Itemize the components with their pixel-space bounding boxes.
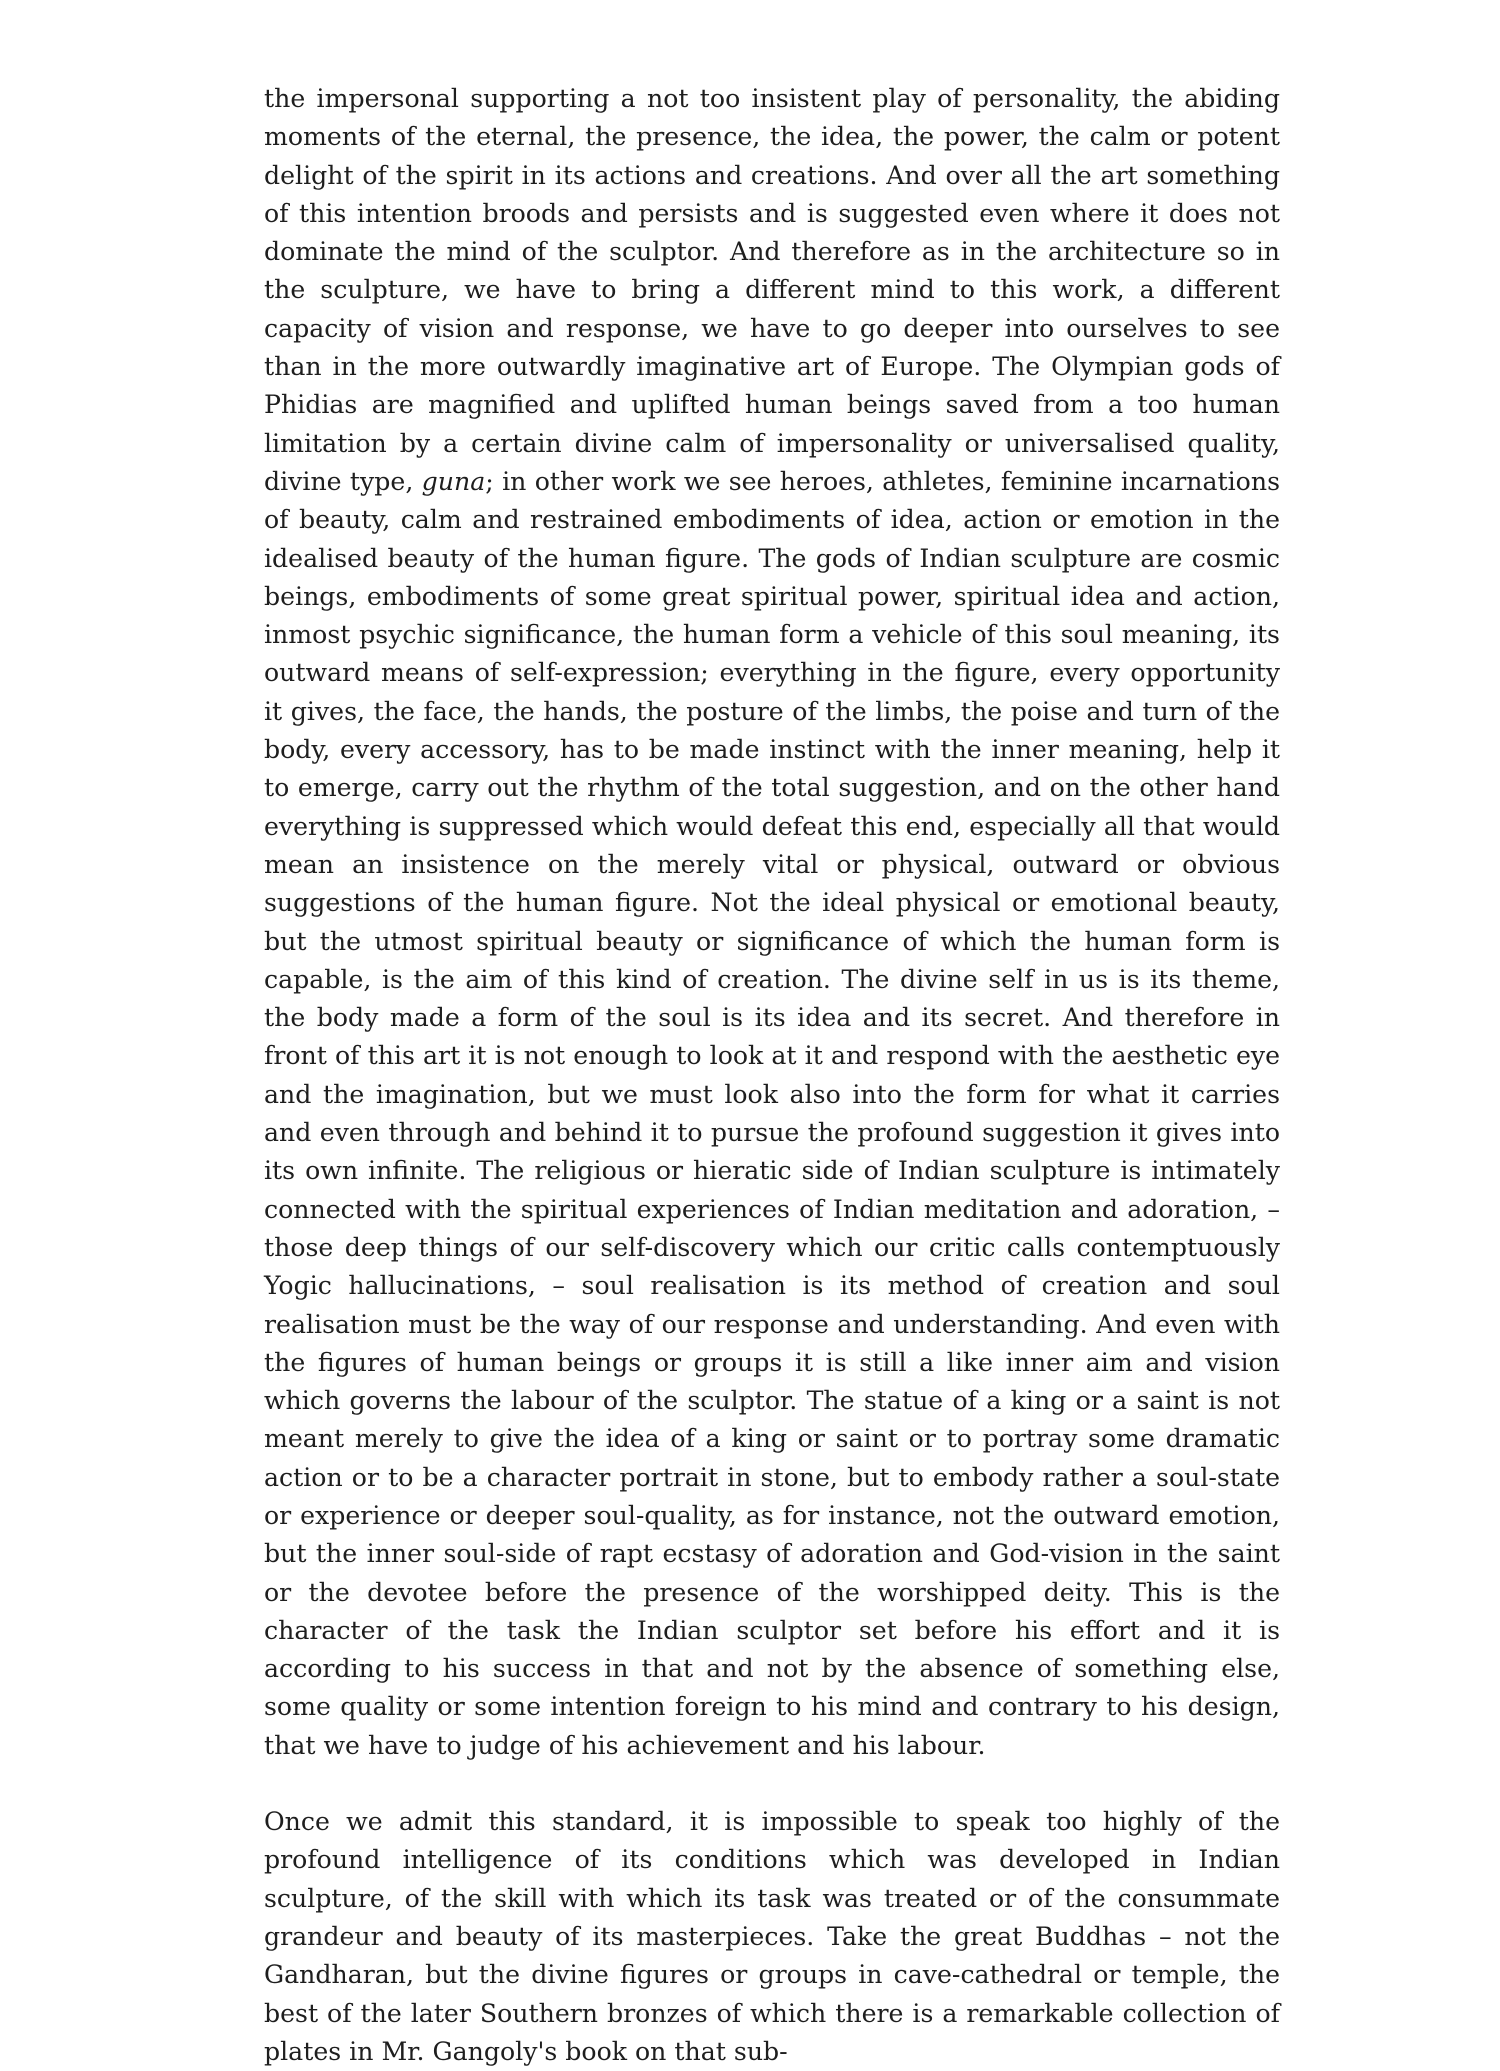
paragraph-1-text-start: the impersonal supporting a not too insistent play of personality, the abiding moments of the eternal, the presence, the idea, the power, the calm or potent delight of the spirit in its actions and creations. And over all the art something of this intention broods and persists and is suggested even where it does not dominate the mind of the sculptor. And therefore as in the architecture so in the sculpture, we have to bring a different mind to this work, a different capacity of vision and response, we have to go deeper into ourselves to see than in the more outwardly imaginative art of Europe. The Olympian gods of Phidias are magnified and uplifted human beings saved from a too human limitation by a certain divine calm of impersonality or universalised quality, divine type,: [264, 84, 1280, 496]
body-paragraph-2: Once we admit this standard, it is impossible to speak too highly of the profound intelligence of its conditions which was developed in Indian sculpture, of the skill with which its task was treated or of the consummate grandeur and beauty of its masterpieces. Take the great Buddhas – not the Gandharan, but the divine figures or groups in cave-cathedral or temple, the best of the later Southern bronzes of which there is a remarkable collection of plates in Mr. Gangoly's book on that sub-: [264, 1807, 1280, 2066]
paragraph-1-text-end: ; in other work we see heroes, athletes, feminine incarnations of beauty, calm and restrained embodiments of idea, action or emotion in the idealised beauty of the human figure. The gods of Indian sculpture are cosmic beings, embodiments of some great spiritual power, spiritual idea and action, inmost psychic significance, the human form a vehicle of this soul meaning, its outward means of self-expression; everything in the figure, every opportunity it gives, the face, the hands, the posture of the limbs, the poise and turn of the body, every accessory, has to be made instinct with the inner meaning, help it to emerge, carry out the rhythm of the total suggestion, and on the other hand everything is suppressed which would defeat this end, especially all that would mean an insistence on the merely vital or physical, outward or obvious suggestions of the human figure. Not the ideal physical or emotional beauty, but the utmost spiritual beauty or significance of which the human form is capable, is the aim of this kind of creation. The divine self in us is its theme, the body made a form of the soul is its idea and its secret. And therefore in front of this art it is not enough to look at it and respond with the aesthetic eye and the imagination, but we must look also into the form for what it carries and even through and behind it to pursue the profound suggestion it gives into its own infinite. The religious or hieratic side of Indian sculpture is intimately connected with the spiritual experiences of Indian meditation and adoration, – those deep things of our self-discovery which our critic calls contemptuously Yogic hallucinations, – soul realisation is its method of creation and soul realisation must be the way of our response and understanding. And even with the figures of human beings or groups it is still a like inner aim and vision which governs the labour of the sculptor. The statue of a king or a saint is not meant merely to give the idea of a king or saint or to portray some dramatic action or to be a character portrait in stone, but to embody rather a soul-state or experience or deeper soul-quality, as for instance, not the outward emotion, but the inner soul-side of rapt ecstasy of adoration and God-vision in the saint or the devotee before the presence of the worshipped deity. This is the character of the task the Indian sculptor set before his effort and it is according to his success in that and not by the absence of something else, some quality or some intention foreign to his mind and contrary to his design, that we have to judge of his achievement and his labour.: [264, 466, 1280, 1760]
body-paragraph-1: [264, 80, 1280, 1765]
italic-term-guna: guna: [421, 466, 486, 496]
book-page: [264, 80, 1280, 2071]
